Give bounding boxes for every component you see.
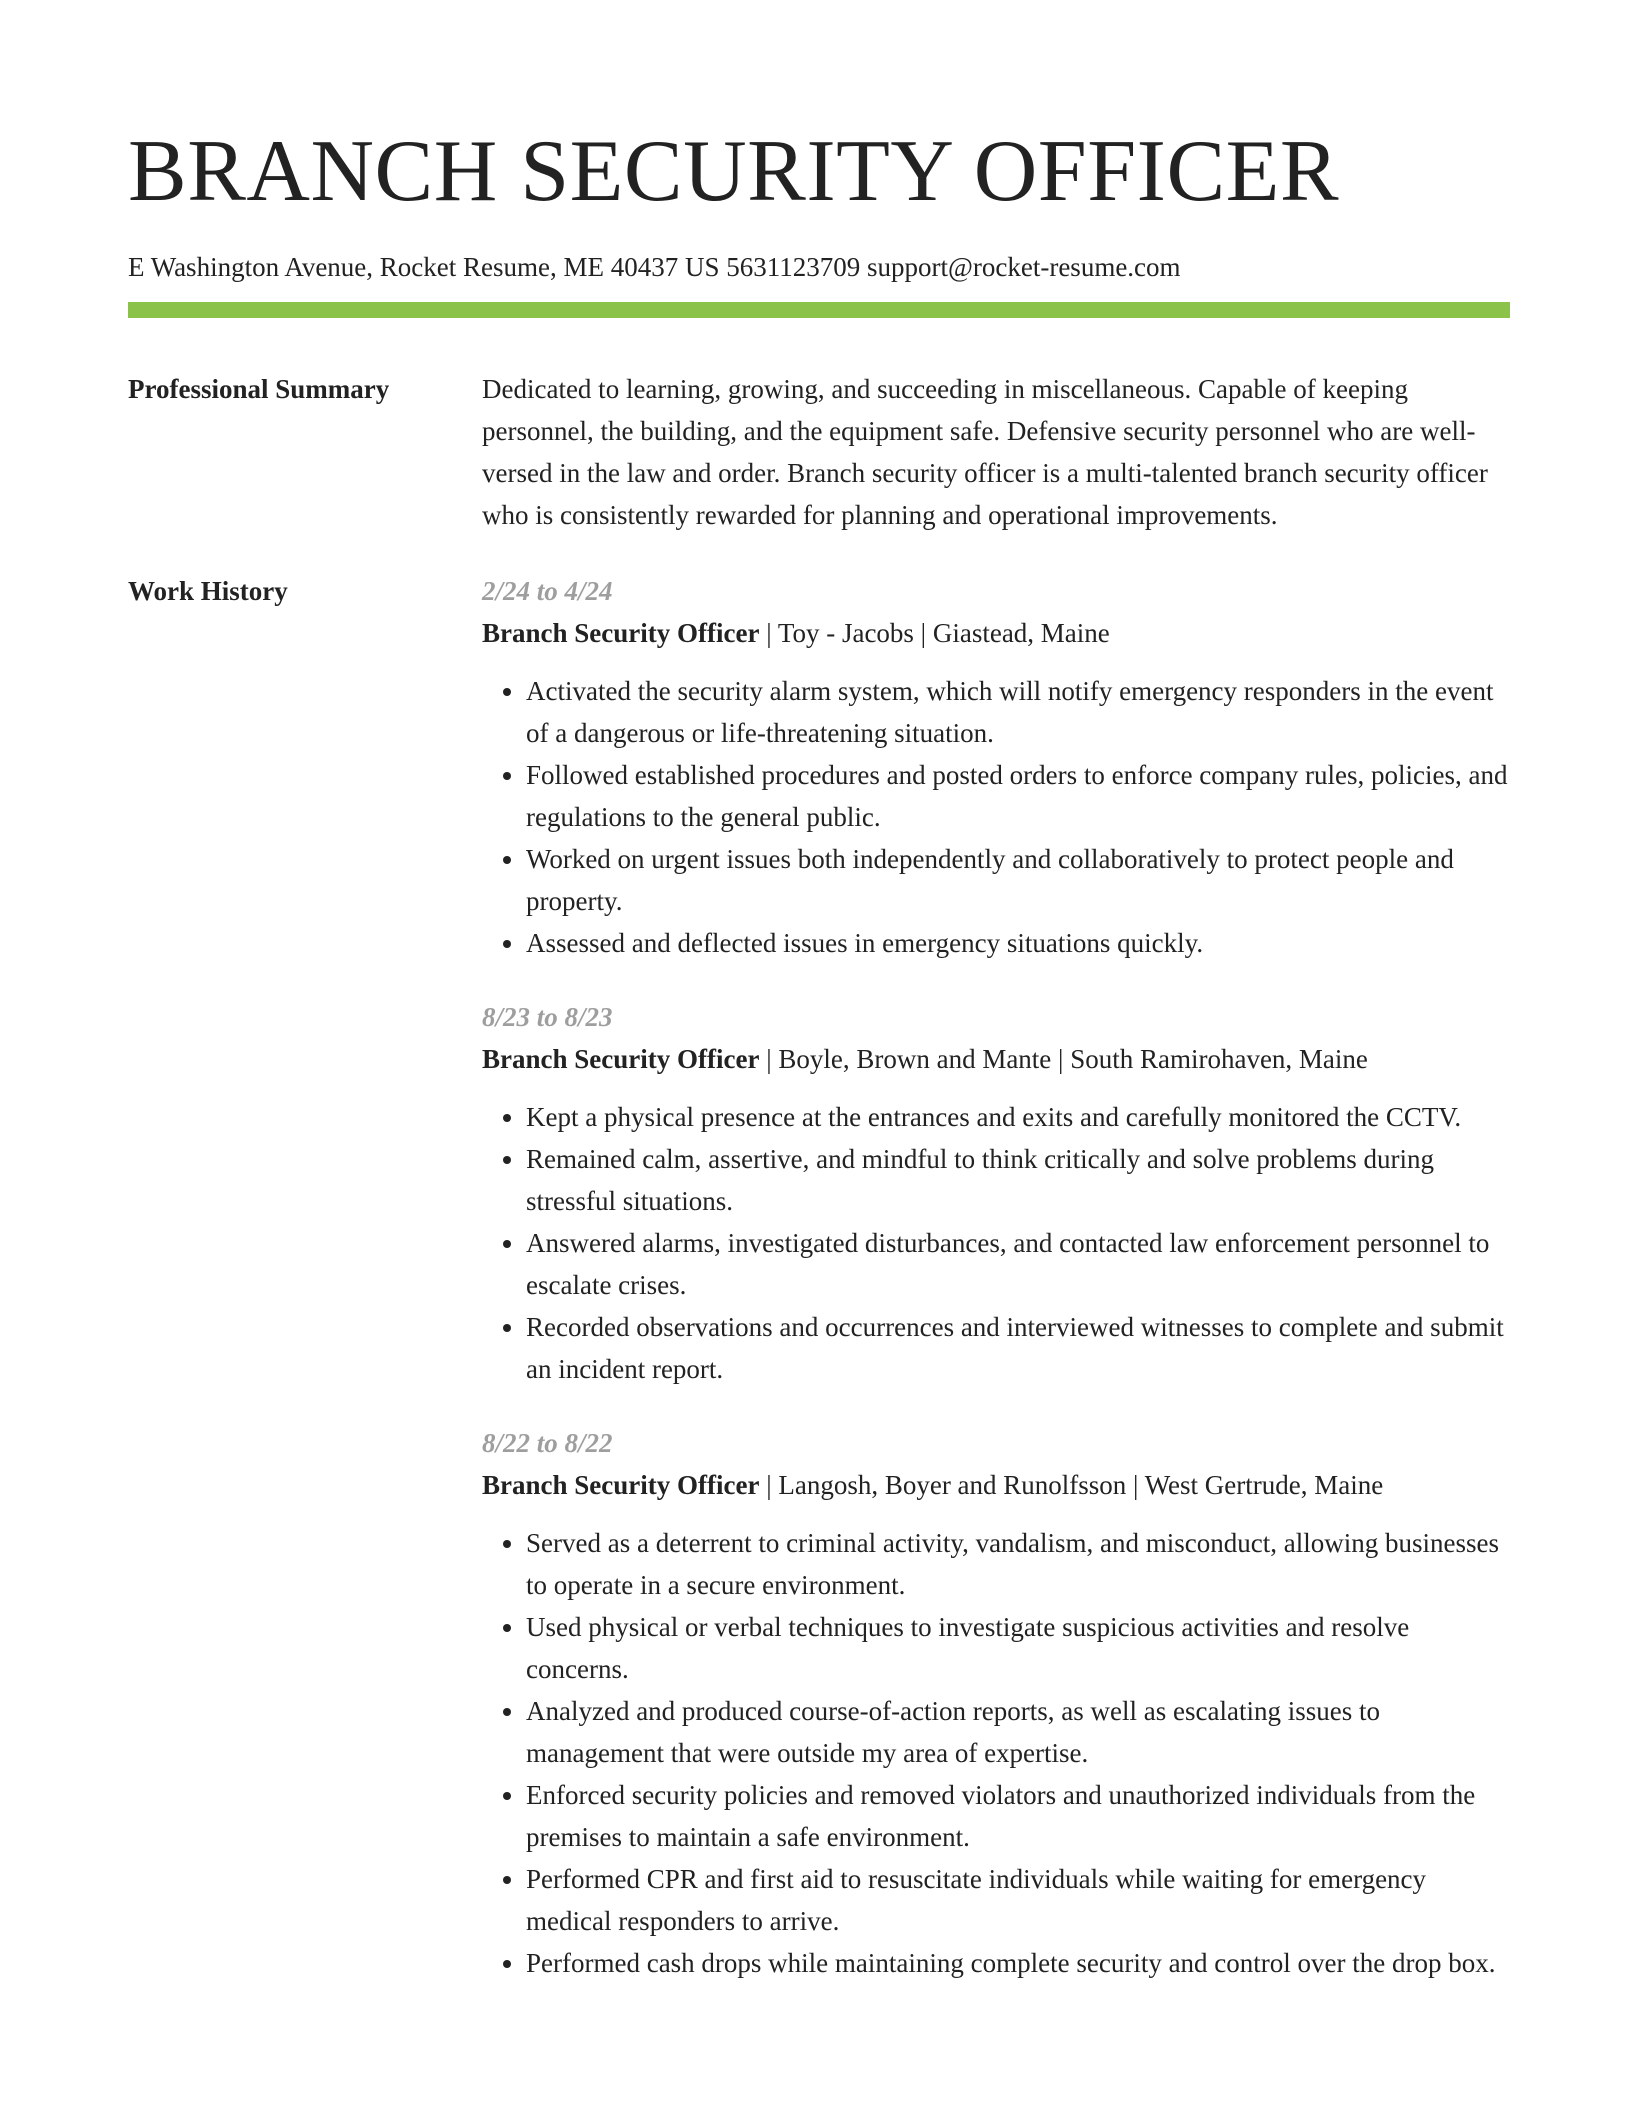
job-dates: 8/23 to 8/23: [482, 1002, 613, 1032]
job-bullet: • Recorded observations and occurrences and interviewed witnesses to complete and submit an incident report.: [526, 1306, 1510, 1390]
job-bullets: [482, 1522, 1510, 1984]
job-bullet: • Assessed and deflected issues in emergency situations quickly.: [526, 922, 1510, 964]
job-bullet: • Used physical or verbal techniques to investigate suspicious activities and resolve concerns.: [526, 1606, 1510, 1690]
job-bullet: • Worked on urgent issues both independently and collaboratively to protect people and property.: [526, 838, 1510, 922]
job-title: Branch Security Officer: [482, 618, 760, 648]
job-details: | Boyle, Brown and Mante | South Ramirohaven, Maine: [759, 1044, 1368, 1074]
job-title: Branch Security Officer: [482, 1044, 760, 1074]
section-label-professional-summary: Professional Summary: [128, 374, 390, 404]
job-dates: 2/24 to 4/24: [482, 576, 613, 606]
job-heading: [482, 612, 1510, 654]
work-history-section: [128, 570, 1510, 1984]
resume-name: BRANCH SECURITY OFFICER: [128, 123, 1340, 220]
resume-page: [128, 0, 1510, 1984]
job-bullet: • Performed CPR and first aid to resuscitate individuals while waiting for emergency medical responders to arrive.: [526, 1858, 1510, 1942]
job-heading: [482, 1464, 1510, 1506]
job-bullet: • Served as a deterrent to criminal activity, vandalism, and misconduct, allowing businesses to operate in a secure environment.: [526, 1522, 1510, 1606]
job-details: | Langosh, Boyer and Runolfsson | West Gertrude, Maine: [759, 1470, 1384, 1500]
accent-divider: [128, 302, 1510, 318]
job-bullet: • Followed established procedures and posted orders to enforce company rules, policies, and regulations to the general public.: [526, 754, 1510, 838]
job-bullets: [482, 670, 1510, 964]
job-heading: [482, 1038, 1510, 1080]
contact-line: E Washington Avenue, Rocket Resume, ME 40437 US 5631123709 support@rocket-resume.com: [128, 252, 1181, 282]
job-bullet: • Performed cash drops while maintaining complete security and control over the drop box.: [526, 1942, 1510, 1984]
job-bullets: [482, 1096, 1510, 1390]
job-bullet: • Enforced security policies and removed violators and unauthorized individuals from the premises to maintain a safe environment.: [526, 1774, 1510, 1858]
summary-text: Dedicated to learning, growing, and succeeding in miscellaneous. Capable of keeping personnel, the building, and the equipment safe. Defensive security personnel who are well-versed in the law and order. Branch security officer is a multi-talented branch security officer who is consistently rewarded for planning and operational improvements.: [482, 374, 1488, 530]
job-entry: [482, 1422, 1510, 1984]
job-bullet: • Analyzed and produced course-of-action reports, as well as escalating issues to management that were outside my area of expertise.: [526, 1690, 1510, 1774]
job-bullet: • Answered alarms, investigated disturbances, and contacted law enforcement personnel to escalate crises.: [526, 1222, 1510, 1306]
job-bullet: • Activated the security alarm system, which will notify emergency responders in the event of a dangerous or life-threatening situation.: [526, 670, 1510, 754]
section-label-work-history: Work History: [128, 576, 288, 606]
job-details: | Toy - Jacobs | Giastead, Maine: [759, 618, 1110, 648]
job-title: Branch Security Officer: [482, 1470, 760, 1500]
job-bullet: • Remained calm, assertive, and mindful to think critically and solve problems during stressful situations.: [526, 1138, 1510, 1222]
job-entry: [482, 996, 1510, 1390]
job-entry: [482, 570, 1510, 964]
job-dates: 8/22 to 8/22: [482, 1428, 613, 1458]
professional-summary-section: [128, 368, 1510, 536]
work-history-body: [482, 570, 1510, 1984]
job-bullet: • Kept a physical presence at the entrances and exits and carefully monitored the CCTV.: [526, 1096, 1510, 1138]
